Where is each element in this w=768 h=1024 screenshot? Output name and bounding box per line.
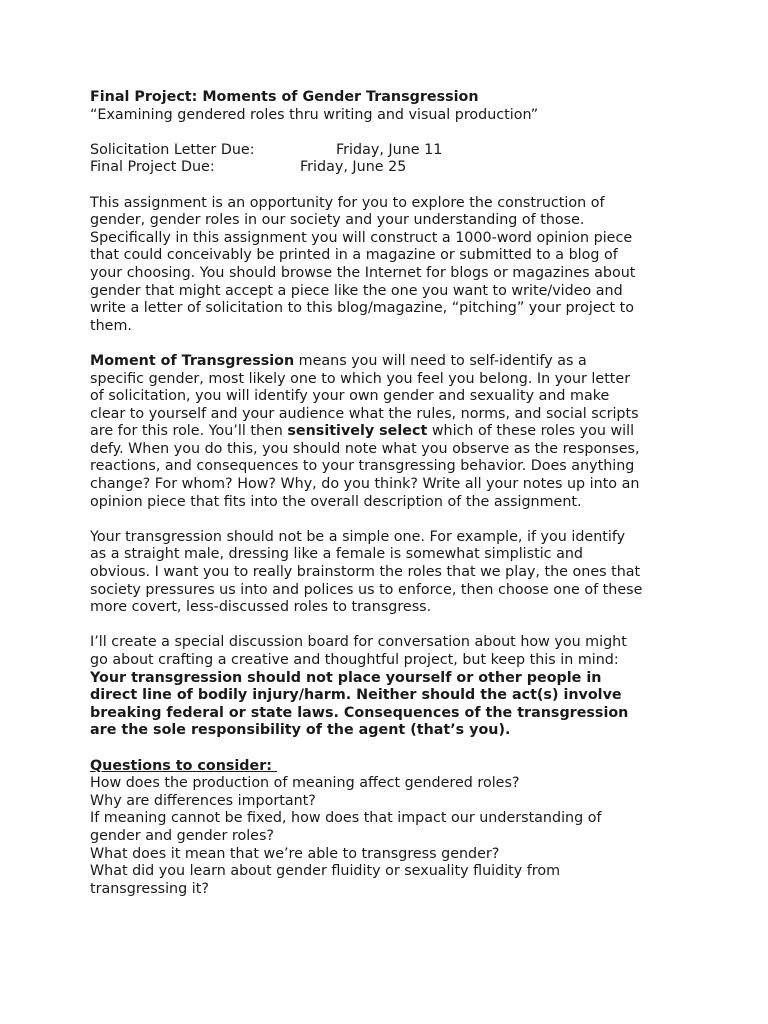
spacer: [90, 124, 690, 142]
spacer: [90, 511, 690, 529]
question-line: Why are differences important?: [90, 792, 316, 809]
text-line: defy. When you do this, you should note what you observe as the responses,: [90, 440, 640, 457]
warning-line: breaking federal or state laws. Consequences of the transgression: [90, 704, 629, 721]
questions-section: [90, 758, 690, 899]
due-date-value: Friday, June 25: [300, 159, 407, 176]
transgression-paragraph: [90, 529, 690, 617]
text-line: change? For whom? How? Why, do you think? Write all your notes up into an: [90, 476, 640, 493]
due-dates: [90, 142, 690, 177]
spacer: [90, 740, 690, 758]
discussion-paragraph: [90, 634, 690, 740]
text-line: of solicitation, you will identify your own gender and sexuality and make: [90, 388, 610, 405]
text-line: obvious. I want you to really brainstorm the roles that we play, the ones that: [90, 564, 641, 581]
text-line: [90, 423, 690, 441]
text-line: specific gender, most likely one to which you feel you belong. In your letter: [90, 370, 631, 387]
text-run: which of these roles you will: [427, 423, 635, 440]
question-line: gender and gender roles?: [90, 827, 275, 844]
text-run: means you will need to self-identify as a: [294, 352, 587, 369]
text-line: opinion piece that fits into the overall description of the assignment.: [90, 493, 582, 510]
text-line: Your transgression should not be a simple one. For example, if you identify: [90, 528, 626, 545]
question-line: If meaning cannot be fixed, how does that impact our understanding of: [90, 810, 602, 827]
intro-paragraph: [90, 195, 690, 336]
text-line: write a letter of solicitation to this blog/magazine, “pitching” your project to: [90, 300, 635, 317]
question-line: transgressing it?: [90, 880, 209, 897]
due-date-value: Friday, June 11: [336, 141, 443, 158]
text-line: [90, 353, 690, 371]
document-subtitle: “Examining gendered roles thru writing and visual production”: [90, 106, 539, 123]
text-line: them.: [90, 317, 132, 334]
warning-line: are the sole responsibility of the agent (that’s you).: [90, 722, 511, 739]
text-line: go about crafting a creative and thoughtful project, but keep this in mind:: [90, 652, 619, 668]
question-line: What does it mean that we’re able to transgress gender?: [90, 845, 500, 862]
text-line: I’ll create a special discussion board for conversation about how you might: [90, 634, 627, 651]
moment-paragraph: [90, 353, 690, 511]
text-line: your choosing. You should browse the Internet for blogs or magazines about: [90, 264, 636, 281]
text-line: reactions, and consequences to your transgressing behavior. Does anything: [90, 458, 635, 475]
text-line: as a straight male, dressing like a female is somewhat simplistic and: [90, 546, 583, 563]
text-line: society pressures us into and polices us to enforce, then choose one of these: [90, 581, 643, 598]
question-line: How does the production of meaning affect gendered roles?: [90, 775, 520, 792]
text-line: This assignment is an opportunity for you to explore the construction of: [90, 194, 605, 211]
document-title: Final Project: Moments of Gender Transgression: [90, 89, 479, 105]
due-date-row: [90, 159, 690, 177]
warning-line: direct line of bodily injury/harm. Neither should the act(s) involve: [90, 687, 622, 704]
text-line: clear to yourself and your audience what the rules, norms, and social scripts: [90, 405, 639, 422]
bold-term: Moment of Transgression: [90, 352, 295, 369]
questions-heading: Questions to consider:: [90, 757, 277, 774]
text-line: gender, gender roles in our society and your understanding of those.: [90, 212, 585, 229]
text-line: Specifically in this assignment you will construct a 1000-word opinion piece: [90, 229, 633, 246]
text-line: more covert, less-discussed roles to transgress.: [90, 599, 432, 616]
due-date-label: Solicitation Letter Due:: [90, 141, 255, 158]
spacer: [90, 617, 690, 635]
question-line: What did you learn about gender fluidity or sexuality fluidity from: [90, 863, 561, 880]
text-line: that could conceivably be printed in a magazine or submitted to a blog of: [90, 247, 618, 264]
document-page: [90, 89, 690, 898]
text-run: are for this role. You’ll then: [90, 423, 288, 440]
spacer: [90, 335, 690, 353]
bold-term: sensitively select: [287, 423, 428, 440]
text-line: gender that might accept a piece like the one you want to write/video and: [90, 282, 623, 299]
due-date-label: Final Project Due:: [90, 159, 215, 176]
warning-line: Your transgression should not place yourself or other people in: [90, 669, 602, 686]
spacer: [90, 177, 690, 195]
due-date-row: [90, 142, 690, 160]
